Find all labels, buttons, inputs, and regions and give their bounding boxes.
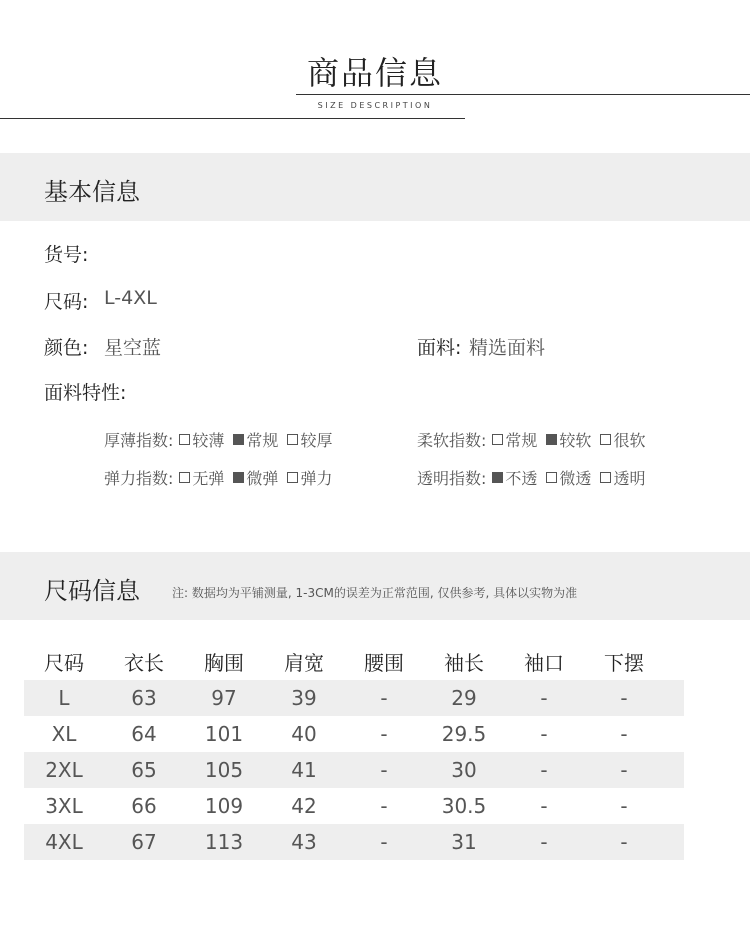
table-row [24, 680, 684, 716]
size-table [24, 642, 684, 860]
basic-info-title: 基本信息 [44, 178, 140, 206]
elasticity-option: 微弹 [233, 466, 278, 489]
table-cell: - [540, 830, 548, 854]
table-cell: 31 [451, 830, 477, 854]
table-cell: 2XL [45, 758, 83, 782]
table-cell: - [540, 686, 548, 710]
column-header: 胸围 [204, 650, 244, 675]
table-cell: - [540, 794, 548, 818]
elasticity-index-label: 弹力指数: [104, 469, 174, 488]
column-header: 袖长 [444, 650, 484, 675]
table-cell: 109 [204, 794, 244, 818]
softness-option: 较软 [546, 428, 591, 451]
table-cell: 43 [291, 830, 317, 854]
checkbox-empty-icon [600, 434, 611, 445]
elasticity-option: 弹力 [287, 466, 332, 489]
size-info-note: 注: 数据均为平铺测量, 1-3CM的误差为正常范围, 仅供参考, 具体以实物为准 [172, 586, 578, 600]
table-cell: - [620, 758, 628, 782]
checkbox-empty-icon [492, 434, 503, 445]
checkbox-filled-icon [233, 472, 244, 483]
thickness-option: 较厚 [287, 428, 332, 451]
table-cell: 97 [211, 686, 237, 710]
table-cell: 113 [204, 830, 244, 854]
table-cell: 66 [131, 794, 157, 818]
table-row [24, 716, 684, 752]
table-cell: - [380, 722, 388, 746]
thickness-index-label: 厚薄指数: [104, 431, 174, 450]
size-value: L-4XL [104, 287, 157, 309]
table-row [24, 752, 684, 788]
table-cell: 67 [131, 830, 157, 854]
column-header: 尺码 [44, 650, 84, 675]
softness-index [417, 428, 654, 451]
table-cell: - [380, 794, 388, 818]
column-header: 腰围 [364, 650, 404, 675]
transparency-option: 不透 [492, 466, 537, 489]
table-cell: - [380, 830, 388, 854]
table-cell: 4XL [45, 830, 83, 854]
fabric-label: 面料: [417, 337, 462, 359]
column-header: 肩宽 [284, 650, 324, 675]
column-header: 袖口 [524, 650, 564, 675]
table-cell: - [540, 722, 548, 746]
table-row [24, 824, 684, 860]
table-cell: 101 [204, 722, 244, 746]
table-cell: 65 [131, 758, 157, 782]
transparency-option: 透明 [600, 466, 645, 489]
thickness-option: 常规 [233, 428, 278, 451]
table-cell: XL [51, 722, 77, 746]
table-cell: 105 [204, 758, 244, 782]
column-header: 衣长 [124, 650, 164, 675]
table-cell: 39 [291, 686, 317, 710]
table-cell: 41 [291, 758, 317, 782]
table-cell: - [620, 830, 628, 854]
checkbox-filled-icon [546, 434, 557, 445]
checkbox-empty-icon [600, 472, 611, 483]
table-cell: 40 [291, 722, 317, 746]
page-title: 商品信息 [306, 54, 443, 92]
checkbox-filled-icon [233, 434, 244, 445]
table-cell: 29.5 [441, 722, 487, 746]
column-header: 下摆 [604, 650, 644, 675]
size-info-title: 尺码信息 [44, 577, 140, 605]
table-cell: L [58, 686, 70, 710]
table-cell: 3XL [45, 794, 83, 818]
table-cell: 64 [131, 722, 157, 746]
table-cell: - [620, 722, 628, 746]
item-no-label: 货号: [44, 244, 89, 266]
title-divider-top [296, 94, 750, 95]
checkbox-empty-icon [546, 472, 557, 483]
elasticity-index [104, 466, 341, 489]
table-cell: 30 [451, 758, 477, 782]
title-divider-bottom [0, 118, 465, 119]
color-label: 颜色: [44, 337, 89, 359]
table-cell: - [540, 758, 548, 782]
checkbox-empty-icon [287, 472, 298, 483]
table-cell: 30.5 [441, 794, 487, 818]
table-cell: 42 [291, 794, 317, 818]
size-label: 尺码: [44, 291, 89, 313]
elasticity-option: 无弹 [179, 466, 224, 489]
table-row [24, 788, 684, 824]
checkbox-empty-icon [287, 434, 298, 445]
fabric-value: 精选面料 [469, 337, 546, 359]
softness-option: 很软 [600, 428, 645, 451]
table-cell: - [620, 686, 628, 710]
checkbox-empty-icon [179, 472, 190, 483]
table-cell: - [380, 758, 388, 782]
table-cell: - [380, 686, 388, 710]
table-cell: 29 [451, 686, 477, 710]
thickness-index [104, 428, 341, 451]
softness-index-label: 柔软指数: [417, 431, 487, 450]
color-value: 星空蓝 [104, 337, 162, 359]
table-cell: 63 [131, 686, 157, 710]
softness-option: 常规 [492, 428, 537, 451]
thickness-option: 较薄 [179, 428, 224, 451]
checkbox-filled-icon [492, 472, 503, 483]
page-subtitle: SIZE DESCRIPTION [317, 101, 433, 110]
size-table-header [24, 642, 684, 680]
transparency-index [417, 466, 654, 489]
features-label: 面料特性: [44, 382, 127, 404]
checkbox-empty-icon [179, 434, 190, 445]
transparency-index-label: 透明指数: [417, 469, 487, 488]
transparency-option: 微透 [546, 466, 591, 489]
table-cell: - [620, 794, 628, 818]
